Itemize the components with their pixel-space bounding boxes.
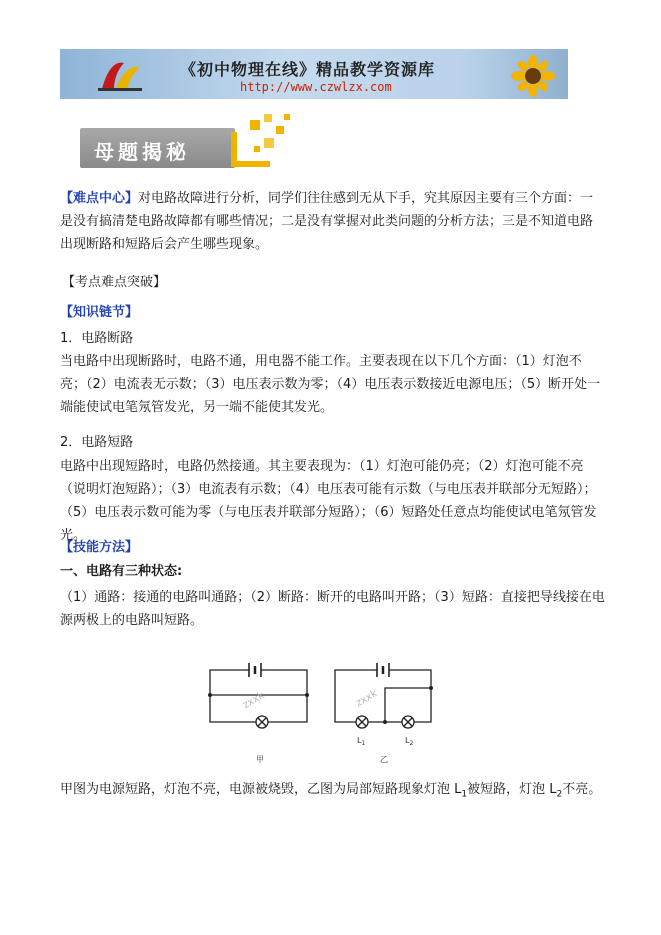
intro-paragraph bbox=[60, 187, 605, 256]
knowledge-tag-label: 【知识链节】 bbox=[60, 305, 139, 320]
czwlzx-logo-icon bbox=[94, 57, 154, 93]
section-heading bbox=[80, 112, 300, 172]
sunflower-icon bbox=[508, 55, 558, 97]
lamp-label-1: $L_1$ bbox=[357, 736, 366, 747]
watermark-a: zxxk bbox=[241, 690, 267, 712]
header-banner bbox=[60, 49, 568, 99]
open-circuit-text: 当电路中出现断路时，电路不通，用电器不能工作。主要表现在以下几个方面：（1）灯泡不亮；（2）电流表无示数；（3）电压表示数为零；（4）电压表示数接近电源电压；（5）断开处一端能使试电笔氖管发光，另一端不能使其发光。 bbox=[60, 354, 601, 415]
knowledge-tag bbox=[60, 301, 605, 324]
breakthrough-heading: 【考点难点突破】 bbox=[62, 275, 167, 290]
watermark-b: zxxk bbox=[354, 688, 380, 710]
circuit-b bbox=[335, 663, 431, 728]
open-circuit-heading: 1．电路断路 bbox=[60, 331, 134, 346]
intro-text: 对电路故障进行分析，同学们往往感到无从下手，究其原因主要有三个方面：一是没有搞清楚电路故障都有哪些情况；二是没有掌握对此类问题的分析方法；三是不知道电路出现断路和短路后会产生哪些现象。 bbox=[60, 191, 594, 252]
skills-tag bbox=[60, 536, 605, 559]
lamp-label-2: $L_2$ bbox=[405, 736, 414, 747]
banner-title: 《初中物理在线》精品教学资源库 bbox=[180, 60, 436, 79]
short-circuit-heading: 2．电路短路 bbox=[60, 435, 134, 450]
skills-heading: 一、电路有三种状态: bbox=[60, 564, 183, 579]
banner-url: http://www.czwlzx.com bbox=[240, 80, 392, 94]
squares-decor-icon bbox=[230, 112, 300, 172]
circuit-diagram bbox=[205, 655, 445, 770]
short-circuit-text: 电路中出现短路时，电路仍然接通。其主要表现为：（1）灯泡可能仍亮；（2）灯泡可能不亮（说明灯泡短路）；（3）电流表有示数；（4）电压表可能有示数（与电压表并联部分无短路）；（5）电压表示数可能为零（与电压表并联部分短路）；（6）短路处任意点均能使试电笔氖管发光。 bbox=[60, 459, 597, 543]
figure-caption: 甲图为电源短路，灯泡不亮，电源被烧毁，乙图为局部短路现象灯泡 $L_1$被短路，灯泡 $L_2$不亮。 bbox=[60, 782, 602, 800]
section-heading-label: 母题揭秘 bbox=[94, 140, 190, 164]
figure-label-a: 甲 bbox=[256, 755, 264, 764]
figure-label-b: 乙 bbox=[380, 755, 388, 764]
skills-tag-label: 【技能方法】 bbox=[60, 540, 139, 555]
intro-tag: 【难点中心】 bbox=[60, 191, 139, 206]
skills-text: （1）通路：接通的电路叫通路；（2）断路：断开的电路叫开路；（3）短路：直接把导线接在电源两极上的电路叫短路。 bbox=[60, 590, 605, 628]
